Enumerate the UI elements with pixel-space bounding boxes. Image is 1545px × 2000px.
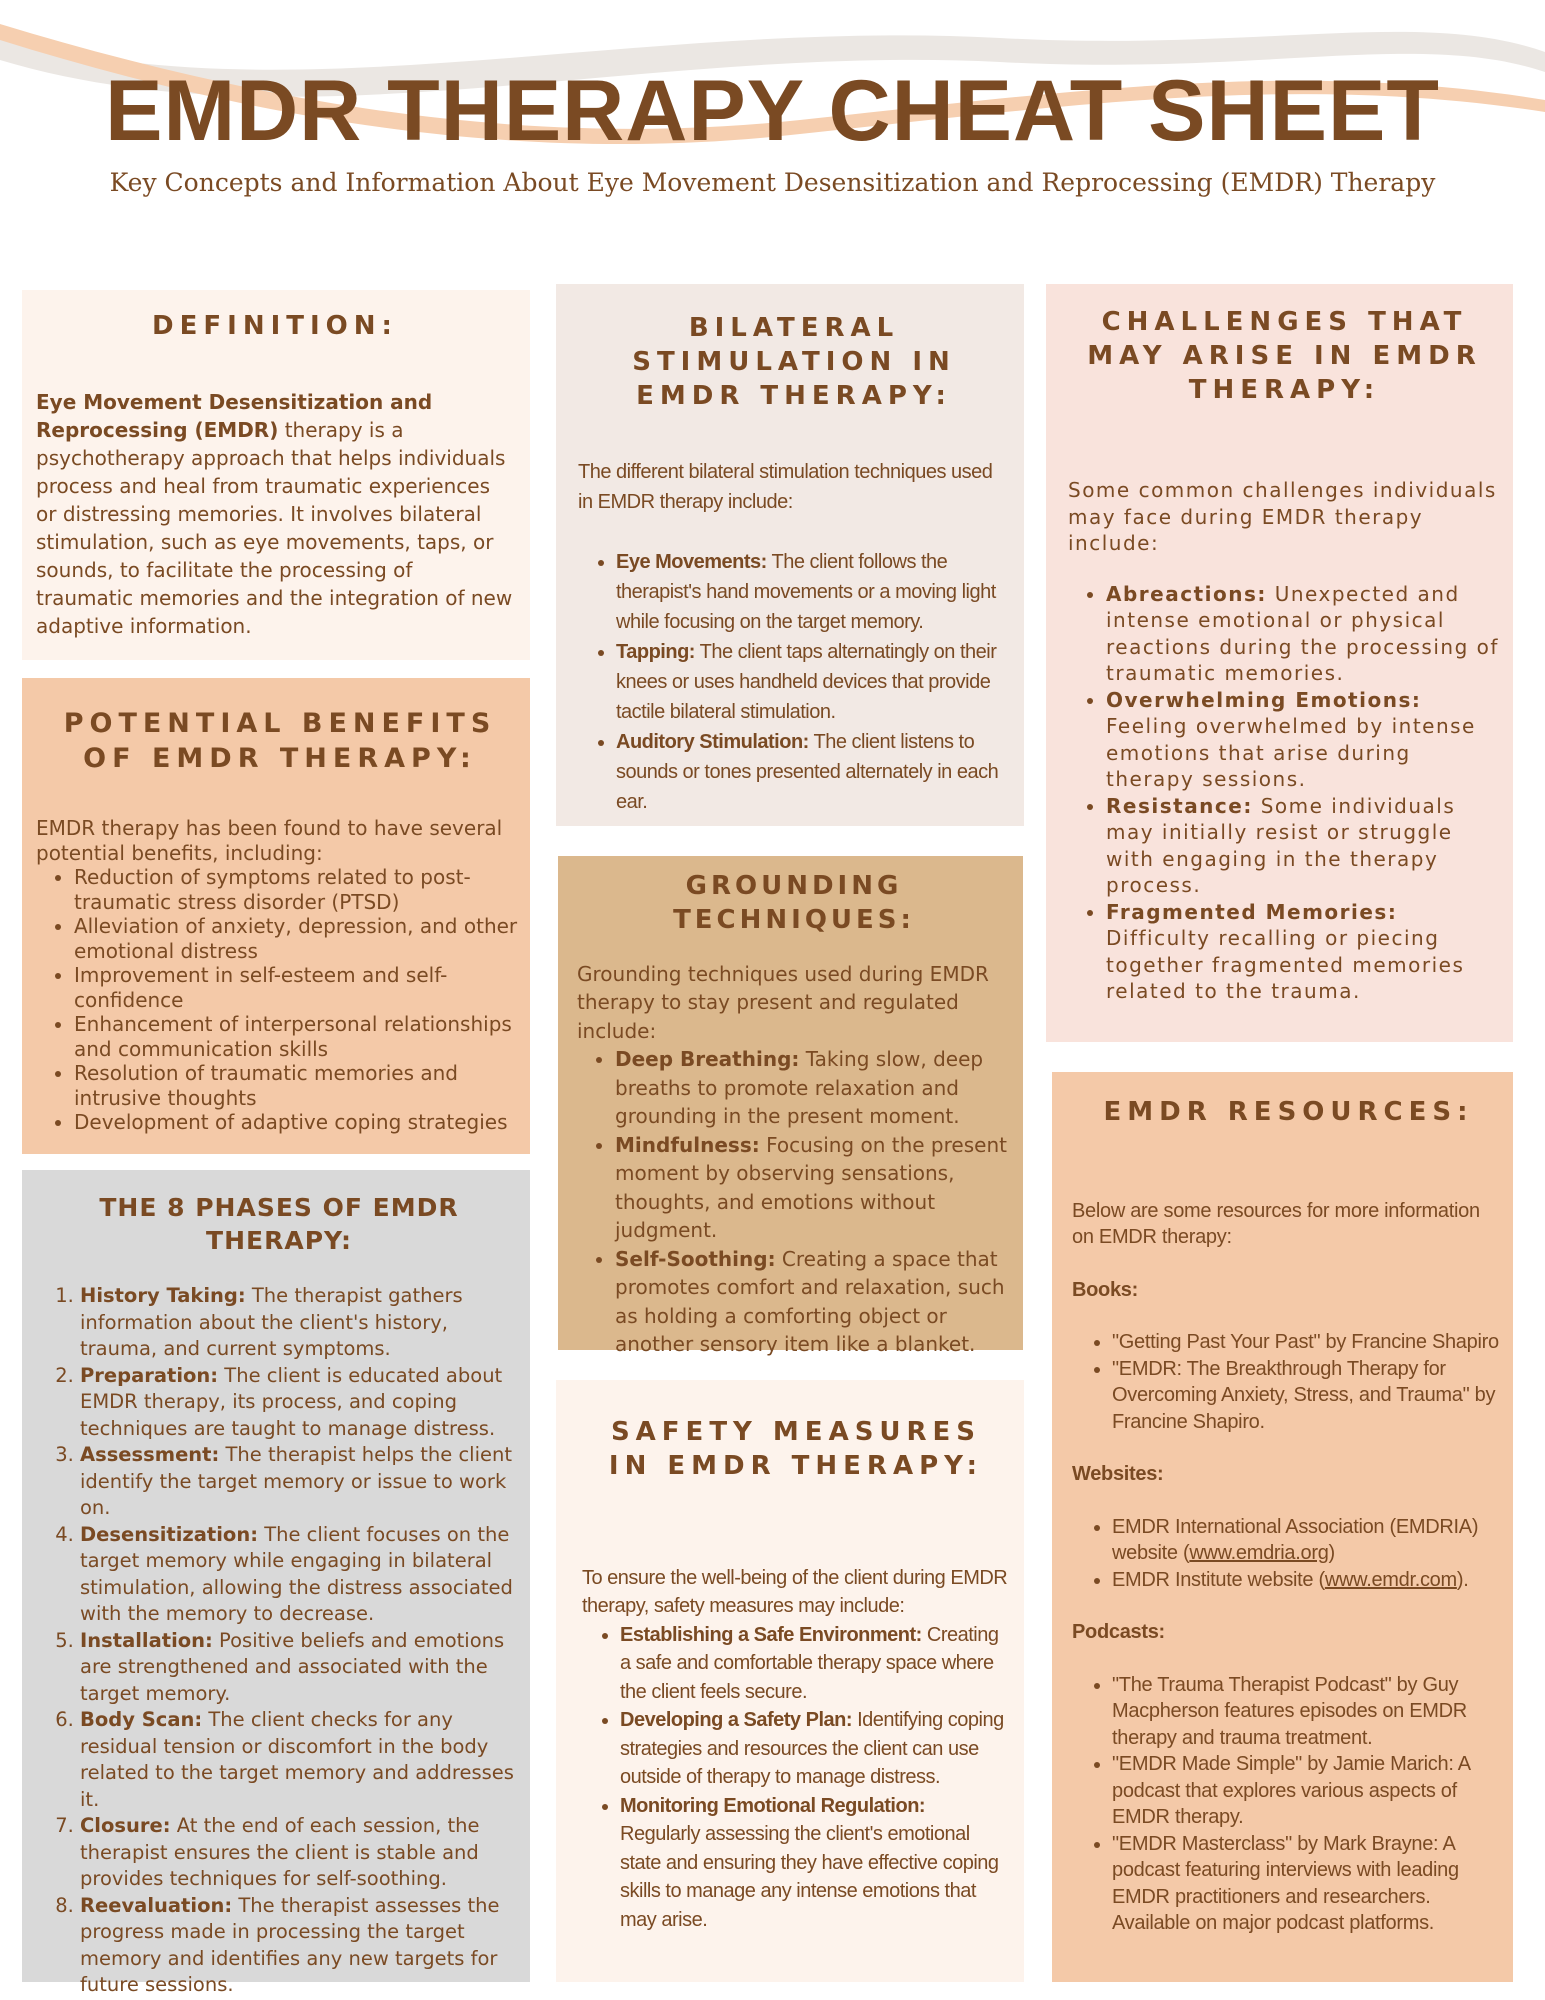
podcast-item: • "EMDR Masterclass" by Mark Brayne: A podcast featuring interviews with leading EMDR practitioners and researchers. Available on major podcast platforms. [1112,1831,1505,1937]
phase-text: The client checks for any residual tension or discomfort in the body related to the target memory and addresses it. [80,1708,514,1811]
safety-term: Developing a Safety Plan: [620,1709,853,1732]
benefits-intro: EMDR therapy has been found to have several potential benefits, including: [36,816,503,865]
book-item: • "EMDR: The Breakthrough Therapy for Overcoming Anxiety, Stress, and Trauma" by Francine Shapiro. [1112,1356,1505,1436]
page-title: EMDR THERAPY CHEAT SHEET [105,63,1440,159]
grounding-term: Self-Soothing: [615,1246,776,1271]
benefit-item: • Resolution of traumatic memories and intrusive thoughts [74,1061,524,1110]
challenge-text: Some individuals may initially resist or struggle with engaging in the therapy process. [1106,793,1456,898]
safety-item [620,1706,1010,1792]
safety-list [582,1621,1010,1935]
websites-label: Websites: [1072,1463,1164,1486]
phase-text: The therapist gathers information about the client's history, trauma, and current symptoms. [80,1284,463,1360]
bilateral-list [578,547,1010,817]
safety-term: Monitoring Emotional Regulation: [620,1794,926,1817]
grounding-text: Taking slow, deep breaths to promote relaxation and grounding in the present moment. [615,1047,984,1129]
challenge-term: Abreactions: [1106,581,1267,606]
challenge-item [1106,793,1501,899]
safety-intro: To ensure the well-being of the client during EMDR therapy, safety measures may include: [582,1566,1008,1618]
phase-term: Assessment: [80,1443,220,1466]
phase-item [80,1522,522,1628]
website-text: EMDR International Association (EMDRIA) website ( [1112,1515,1479,1565]
website-item [1112,1514,1505,1567]
safety-text: Identifying coping strategies and resources the client can use outside of therapy to manage distress. [620,1709,1004,1789]
phase-term: History Taking: [80,1284,246,1307]
benefit-item: • Development of adaptive coping strategies [74,1110,524,1135]
definition-heading: DEFINITION: [152,311,398,341]
grounding-text: Focusing on the present moment by observing sensations, thoughts, and emotions without judgment. [615,1132,1007,1243]
definition-card [22,290,530,660]
safety-item [620,1792,1010,1935]
resources-heading: EMDR RESOURCES: [1103,1097,1474,1127]
phases-card [22,1170,530,1996]
grounding-item [615,1245,1011,1359]
definition-body: therapy is a psychotherapy approach that helps individuals process and heal from traumatic experiences or distressing memories. It involves bilateral stimulation, such as eye movements, taps, or sounds, to facilitate the processing of traumatic memories and the integration of new adaptive information. [36,417,513,638]
phase-text: The therapist helps the client identify the target memory or issue to work on. [80,1443,512,1519]
challenge-term: Resistance: [1106,793,1253,818]
safety-term: Establishing a Safe Environment: [620,1623,922,1646]
resources-card [1052,1072,1513,1982]
phase-term: Closure: [80,1814,171,1837]
phases-heading: THE 8 PHASES OF EMDR THERAPY: [99,1193,459,1255]
resources-intro: Below are some resources for more information on EMDR therapy: [1072,1199,1480,1249]
challenge-item [1106,581,1501,687]
bilateral-term: Tapping: [616,641,695,664]
challenges-list [1068,581,1501,1005]
podcasts-label: Podcasts: [1072,1621,1165,1644]
definition-term: Eye Movement Desensitization and Reprocessing (EMDR) [36,389,433,442]
bilateral-term: Eye Movements: [616,551,767,574]
bilateral-text: The client follows the therapist's hand movements or a moving light while focusing on the target memory. [616,551,996,634]
emdria-link[interactable]: www.emdria.org [1189,1542,1329,1565]
book-item: • "Getting Past Your Past" by Francine Shapiro [1112,1329,1505,1356]
phase-term: Body Scan: [80,1708,203,1731]
safety-text: Regularly assessing the client's emotional state and ensuring they have effective coping skills to manage any intense emotions that may arise. [620,1823,999,1931]
books-list [1072,1329,1505,1435]
challenges-card [1046,284,1513,1042]
phase-text: The therapist assesses the progress made in processing the target memory and identifies any new targets for future sessions. [80,1893,500,1996]
website-text: EMDR Institute website ( [1112,1568,1325,1591]
phases-list [36,1283,522,1999]
grounding-text: Creating a space that promotes comfort and relaxation, such as holding a comforting object or another sensory item like a blanket. [615,1246,1005,1357]
website-item [1112,1567,1505,1594]
definition-text [36,388,514,640]
safety-item [620,1621,1010,1707]
challenge-text: Unexpected and intense emotional or physical reactions during the processing of traumatic memories. [1106,581,1499,686]
challenge-term: Fragmented Memories: [1106,899,1398,924]
bilateral-item [616,637,1010,727]
phase-term: Reevaluation: [80,1893,233,1917]
challenges-intro: Some common challenges individuals may face during EMDR therapy include: [1068,478,1497,556]
grounding-item [615,1131,1011,1245]
challenge-term: Overwhelming Emotions: [1106,687,1422,712]
benefits-list [36,865,524,1135]
benefit-item: • Enhancement of interpersonal relationships and communication skills [74,1012,524,1061]
safety-card [556,1380,1024,1982]
bilateral-text: The client listens to sounds or tones presented alternately in each ear. [616,731,999,814]
benefits-heading: POTENTIAL BENEFITS OF EMDR THERAPY: [63,708,497,775]
website-text: ). [1456,1568,1469,1591]
phase-item [80,1442,522,1522]
challenge-item [1106,687,1501,793]
podcasts-list [1072,1672,1505,1937]
challenge-text: Difficulty recalling or piecing together fragmented memories related to the trauma. [1106,926,1465,1004]
phase-item [80,1363,522,1443]
safety-heading: SAFETY MEASURES IN EMDR THERAPY: [608,1417,984,1481]
website-text: ) [1328,1542,1335,1565]
benefit-item: • Reduction of symptoms related to post-traumatic stress disorder (PTSD) [74,865,524,914]
grounding-term: Deep Breathing: [615,1047,800,1072]
grounding-intro: Grounding techniques used during EMDR therapy to stay present and regulated include: [577,961,989,1043]
phase-item [80,1283,522,1363]
emdr-institute-link[interactable]: www.emdr.com [1324,1568,1457,1591]
grounding-card [558,856,1023,1357]
phase-term: Desensitization: [80,1522,259,1546]
bilateral-text: The client taps alternatingly on their knees or uses handheld devices that provide tactile bilateral stimulation. [616,641,997,724]
phase-text: The client focuses on the target memory while engaging in bilateral stimulation, allowing the distress associated with the memory to decrease. [80,1522,513,1625]
benefit-item: • Alleviation of anxiety, depression, and other emotional distress [74,914,524,963]
phase-item [80,1628,522,1708]
phase-term: Preparation: [80,1363,219,1387]
phase-text: The client is educated about EMDR therapy, its process, and coping techniques are taught to manage distress. [80,1363,503,1440]
grounding-term: Mindfulness: [615,1132,760,1157]
benefits-card [22,678,530,1154]
phase-item [80,1893,522,1999]
bilateral-item [616,727,1010,817]
phase-term: Installation: [80,1628,213,1652]
grounding-item [615,1045,1011,1131]
bilateral-heading: BILATERAL STIMULATION IN EMDR THERAPY: [632,313,956,411]
bilateral-intro: The different bilateral stimulation techniques used in EMDR therapy include: [578,461,993,514]
challenges-heading: CHALLENGES THAT MAY ARISE IN EMDR THERAPY: [1087,307,1482,405]
benefit-item: • Improvement in self-esteem and self-confidence [74,963,524,1012]
phase-item [80,1707,522,1813]
page-subtitle: Key Concepts and Information About Eye Movement Desensitization and Reprocessing (EMDR) Therapy [109,168,1436,197]
bilateral-item [616,547,1010,637]
phase-text: Positive beliefs and emotions are strengthened and associated with the target memory. [80,1628,505,1705]
podcast-item: • "The Trauma Therapist Podcast" by Guy Macpherson features episodes on EMDR therapy and trauma treatment. [1112,1672,1505,1752]
bilateral-term: Auditory Stimulation: [616,731,809,754]
phase-item [80,1813,522,1893]
grounding-list [577,1045,1011,1359]
safety-text: Creating a safe and comfortable therapy space where the client feels secure. [620,1623,999,1703]
challenge-text: Feeling overwhelmed by intense emotions that arise during therapy sessions. [1106,714,1476,792]
bilateral-card [556,284,1024,826]
phase-text: At the end of each session, the therapist ensures the client is stable and provides techniques for self-soothing. [80,1814,480,1890]
challenge-item [1106,899,1501,1005]
websites-list [1072,1514,1505,1594]
grounding-heading: GROUNDING TECHNIQUES: [673,871,915,935]
podcast-item: • "EMDR Made Simple" by Jamie Marich: A podcast that explores various aspects of EMDR therapy. [1112,1751,1505,1831]
books-label: Books: [1072,1278,1138,1301]
